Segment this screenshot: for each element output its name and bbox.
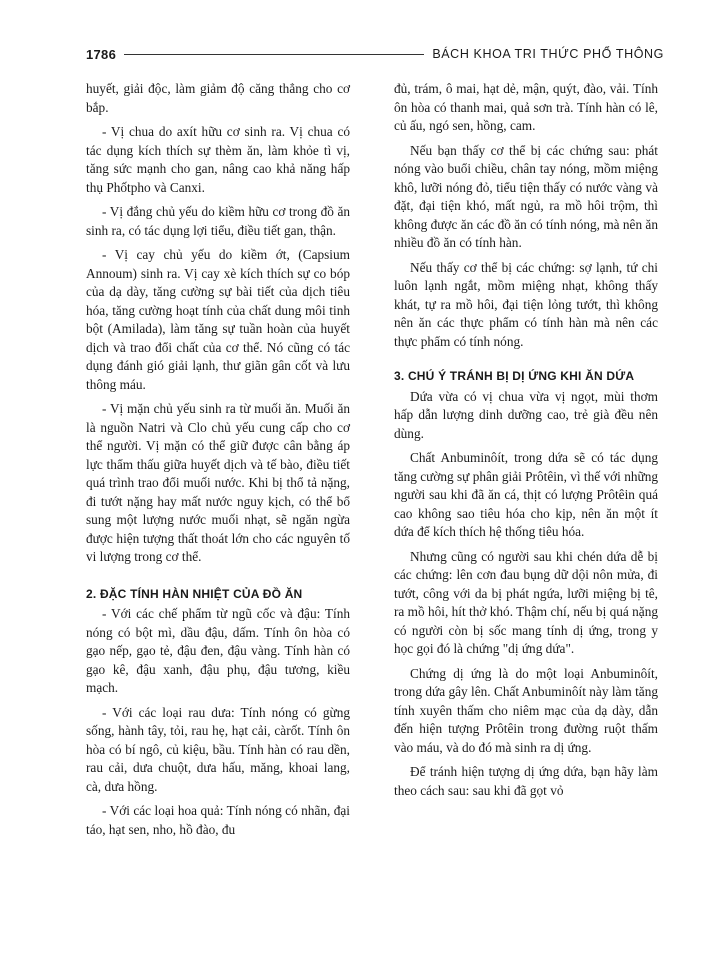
header-rule — [124, 54, 424, 55]
paragraph: huyết, giải độc, làm giảm độ căng thẳng cho cơ bắp. — [86, 81, 350, 115]
paragraph: - Với các loại rau dưa: Tính nóng có gừng sống, hành tây, tỏi, rau hẹ, hạt cải, càrốt. Tính ôn hòa có bí ngô, củ kiệu, bầu. Tính hàn có rau dền, rau cải, dưa chuột, dưa hấu, măng, khoai lang, cà, dưa hồng. — [86, 704, 350, 794]
paragraph: Nhưng cũng có người sau khi chén dứa dễ bị các chứng: lên cơn đau bụng dữ dội nôn mửa, đi tướt, công với da bị phát ngứa, lưỡi miệng bị tê, ra mồ hôi, hít thở khó. Thậm chí, nếu bị quá nặng có người còn bị sốc mang tính dị ứng, trong y học gọi đó là chứng "dị ứng dứa". — [394, 548, 658, 656]
paragraph: - Với các loại hoa quả: Tính nóng có nhãn, đại táo, hạt sen, nho, hồ đào, đu — [86, 803, 350, 837]
paragraph: Để tránh hiện tượng dị ứng dứa, bạn hãy làm theo cách sau: sau khi đã gọt vỏ — [394, 764, 658, 798]
page-number: 1786 — [86, 46, 117, 62]
paragraph: Nếu bạn thấy cơ thể bị các chứng sau: phát nóng vào buổi chiều, chân tay nóng, mồm miệng khô, lưỡi nóng đỏ, tiểu tiện thấy có nước vàng và đặt, đại tiện khó, mất ngủ, ra mồ hôi trộm, thì không được ăn các đồ ăn có tính nóng, mà nên ăn nhiều đồ ăn có tính hàn. — [394, 142, 658, 250]
paragraph: Chất Anbuminôít, trong dứa sẽ có tác dụng tăng cường sự phân giải Prôtêin, vì thế với những người sau khi đã ăn cá, thịt có lượng Prôtêin quá cao không sao tiêu hóa cho kịp, nên ăn một ít dứa để kích thích hệ thống tiêu hóa. — [394, 450, 658, 539]
paragraph: đủ, trám, ô mai, hạt dẻ, mận, quýt, đào, vải. Tính ôn hòa có thanh mai, quả sơn trà. Tính hàn có lê, củ ấu, ngó sen, hồng, cam. — [394, 81, 658, 133]
paragraph: - Vị chua do axít hữu cơ sinh ra. Vị chua có tác dụng kích thích sự thèm ăn, làm khỏe tì vị, tăng sức mạnh cho gan, nâng cao khả năng hấp thụ Phốtpho và Canxi. — [86, 124, 350, 195]
running-title: BÁCH KHOA TRI THỨC PHỔ THÔNG — [432, 47, 664, 61]
section-heading: 3. CHÚ Ý TRÁNH BỊ DỊ ỨNG KHI ĂN DỨA — [394, 369, 635, 383]
section-heading: 2. ĐẶC TÍNH HÀN NHIỆT CỦA ĐỒ ĂN — [86, 586, 303, 601]
right-column — [394, 80, 658, 806]
paragraph: - Vị đắng chủ yếu do kiềm hữu cơ trong đồ ăn sinh ra, có tác dụng lợi tiểu, điều tiết gan, thận. — [86, 204, 350, 238]
paragraph: Chứng dị ứng là do một loại Anbuminôít, trong dứa gây lên. Chất Anbuminôít này làm tăng tính xuyên thấm cho niêm mạc của dạ dày, dẫn đến hiện tượng Prôtêin trong đường ruột thấm vào máu, và do đó mà sinh ra dị ứng. — [394, 665, 658, 755]
paragraph: Nếu thấy cơ thể bị các chứng: sợ lạnh, tứ chi luôn lạnh ngắt, mồm miệng nhạt, không thấy khát, tự ra mồ hôi, đại tiện lỏng tướt, thì không nên ăn các thực phẩm có tính hàn mà nên các thực phẩm có tính nóng. — [394, 259, 658, 349]
paragraph: - Với các chế phẩm từ ngũ cốc và đậu: Tính nóng có bột mì, dầu đậu, dấm. Tính ôn hòa có gạo nếp, gạo tẻ, đậu đen, đậu vàng. Tính hàn có gạo kê, đậu xanh, đậu phụ, đậu tương, kiều mạch. — [86, 606, 350, 695]
paragraph: - Vị mặn chủ yếu sinh ra từ muối ăn. Muối ăn là nguồn Natri và Clo chủ yếu cung cấp cho cơ thể người. Vị mặn có thể giữ được cân bằng áp lực thẩm thấu giữa huyết dịch và tế bào, điều tiết quá trình trao đổi muối nước. Khi bị thổ tả nặng, đi tướt nặng hay mất nước nguy kịch, có thể bổ sung một lượng nước muối nhạt, sẽ ngăn ngừa được hiện tượng thất thoát lớn cho các nguyên tố vi lượng trong cơ thể. — [86, 401, 350, 564]
left-column — [86, 80, 350, 845]
paragraph: Dứa vừa có vị chua vừa vị ngọt, mùi thơm hấp dẫn lượng dinh dưỡng cao, trẻ già đều nên dùng. — [394, 388, 658, 441]
page-header — [86, 44, 664, 64]
paragraph: - Vị cay chủ yếu do kiềm ớt, (Capsium Annoum) sinh ra. Vị cay xè kích thích sự co bóp của dạ dày, tăng cường sự bài tiết của dịch tiêu hóa, tăng cường hoạt tính của chất dung môi tinh bột (Amilada), làm tăng sự tuần hoàn của huyết dịch và trao đổi chất của cơ thể. Nó cũng có tác dụng đánh gió giải lạnh, thư giãn gân cốt và lưu thông máu. — [86, 247, 350, 392]
